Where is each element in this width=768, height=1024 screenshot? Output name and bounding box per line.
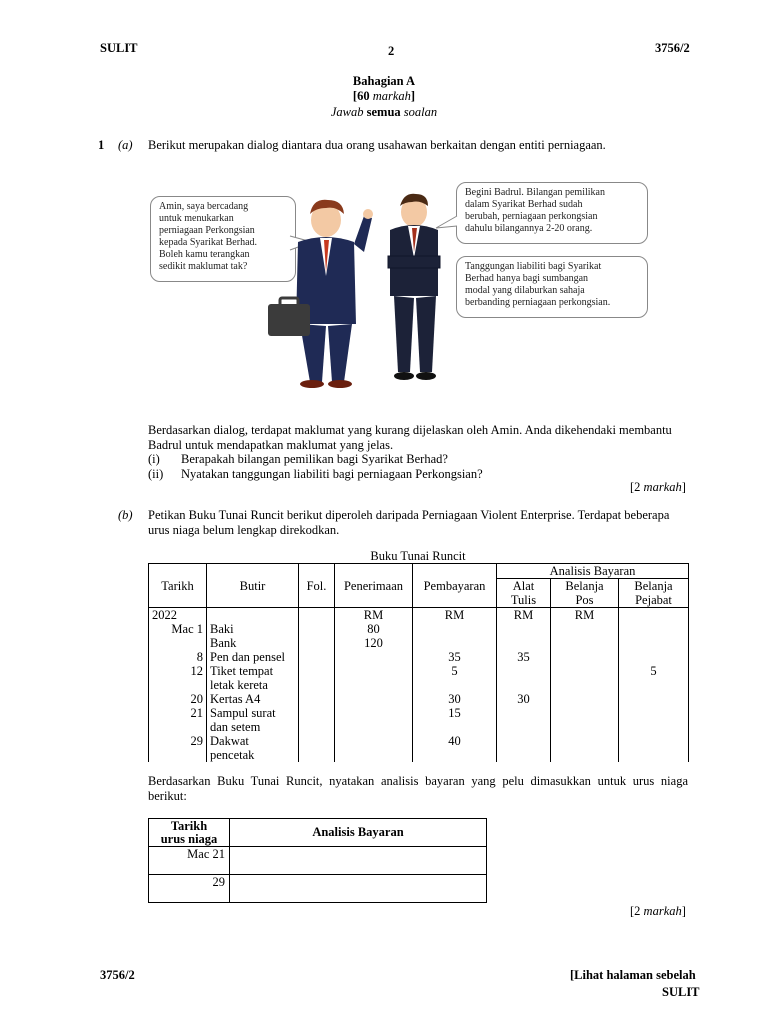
answer-table — [148, 818, 487, 903]
footer-sulit: SULIT — [662, 985, 700, 999]
table-cell — [335, 664, 413, 678]
table-cell — [299, 608, 335, 623]
table-cell — [551, 720, 619, 734]
col-butir: Butir — [207, 564, 299, 608]
table-row — [149, 720, 689, 734]
table-cell — [619, 692, 689, 706]
table-cell — [413, 636, 497, 650]
table-cell — [551, 664, 619, 678]
table-row — [149, 692, 689, 706]
q1b-instruction: Berdasarkan Buku Tunai Runcit, nyatakan analisis bayaran yang pelu dimasukkan untuk urus niaga berikut: — [148, 774, 688, 803]
table-cell — [619, 678, 689, 692]
section-instruction: Jawab semua soalan — [330, 105, 438, 119]
table-cell: RM — [413, 608, 497, 623]
table-cell: 20 — [149, 692, 207, 706]
footer-left: 3756/2 — [100, 968, 135, 982]
table-cell — [413, 748, 497, 762]
table-cell — [299, 664, 335, 678]
table-cell: Kertas A4 — [207, 692, 299, 706]
table-cell — [149, 636, 207, 650]
table-cell — [551, 748, 619, 762]
table-cell: 30 — [497, 692, 551, 706]
table-cell: 5 — [413, 664, 497, 678]
table-cell: 2022 — [149, 608, 207, 623]
table-cell — [497, 706, 551, 720]
sub-i-label: (i) — [148, 452, 160, 466]
table-row — [149, 748, 689, 762]
footer-next-page: [Lihat halaman sebelah — [570, 968, 696, 982]
col-alat-tulis: Alat Tulis — [497, 579, 551, 608]
table-cell — [497, 622, 551, 636]
table-cell — [335, 748, 413, 762]
table-cell: 120 — [335, 636, 413, 650]
answer-cell[interactable] — [230, 875, 487, 903]
ans-row-date: Mac 21 — [149, 847, 230, 875]
table-cell — [299, 748, 335, 762]
table-cell — [299, 734, 335, 748]
col-analisis: Analisis Bayaran — [497, 564, 689, 579]
part-a-label: (a) — [118, 138, 133, 152]
table-cell: dan setem — [207, 720, 299, 734]
table-cell — [335, 706, 413, 720]
table-cell: letak kereta — [207, 678, 299, 692]
table-cell — [551, 678, 619, 692]
table-cell — [497, 678, 551, 692]
table-cell: 29 — [149, 734, 207, 748]
table-cell — [149, 720, 207, 734]
table-cell — [551, 636, 619, 650]
q1a-intro: Berikut merupakan dialog diantara dua orang usahawan berkaitan dengan entiti perniagaan. — [148, 138, 606, 152]
ans-col-analisis: Analisis Bayaran — [230, 819, 487, 847]
speech-bubble-right-top: Begini Badrul. Bilangan pemilikan dalam Syarikat Berhad sudah berubah, perniagaan perkongsian dahulu bilangannya 2-20 orang. — [456, 182, 648, 244]
table-cell — [551, 622, 619, 636]
part-b-label: (b) — [118, 508, 133, 522]
page-number: 2 — [388, 44, 395, 58]
businessmen-figures — [150, 176, 650, 398]
table-row — [149, 664, 689, 678]
table-cell — [335, 734, 413, 748]
table-cell: 15 — [413, 706, 497, 720]
table-cell — [619, 650, 689, 664]
table-row — [149, 734, 689, 748]
table-cell: Dakwat — [207, 734, 299, 748]
table-cell — [497, 664, 551, 678]
table-cell: 12 — [149, 664, 207, 678]
table-cell — [619, 608, 689, 623]
table-cell — [299, 706, 335, 720]
answer-cell[interactable] — [230, 847, 487, 875]
table-cell: RM — [497, 608, 551, 623]
table-cell — [335, 678, 413, 692]
table-cell: RM — [335, 608, 413, 623]
table-cell: 5 — [619, 664, 689, 678]
table-title: Buku Tunai Runcit — [370, 549, 466, 563]
table-cell — [497, 734, 551, 748]
table-cell: Tiket tempat — [207, 664, 299, 678]
table-cell — [299, 636, 335, 650]
col-pembayaran: Pembayaran — [413, 564, 497, 608]
table-cell — [551, 734, 619, 748]
table-row — [149, 650, 689, 664]
table-row — [149, 678, 689, 692]
table-cell — [619, 706, 689, 720]
man-left-icon — [268, 200, 373, 388]
speech-bubble-right-bottom: Tanggungan liabiliti bagi Syarikat Berhad hanya bagi sumbangan modal yang dilaburkan sahaja berbanding perniagaan perkongsian. — [456, 256, 648, 318]
table-cell: 35 — [497, 650, 551, 664]
dialog-illustration — [150, 176, 650, 398]
sub-i-text: Berapakah bilangan pemilikan bagi Syarikat Berhad? — [181, 452, 448, 466]
table-row — [149, 608, 689, 623]
table-cell — [335, 720, 413, 734]
table-cell — [619, 636, 689, 650]
table-cell — [299, 650, 335, 664]
table-cell — [551, 692, 619, 706]
table-cell: RM — [551, 608, 619, 623]
col-fol: Fol. — [299, 564, 335, 608]
table-cell — [497, 636, 551, 650]
table-cell: 35 — [413, 650, 497, 664]
man-right-icon — [388, 194, 440, 380]
col-belanja-pejabat: Belanja Pejabat — [619, 579, 689, 608]
table-cell — [299, 720, 335, 734]
table-cell: 21 — [149, 706, 207, 720]
header-right: 3756/2 — [655, 41, 690, 55]
table-cell — [413, 720, 497, 734]
table-cell — [619, 622, 689, 636]
table-cell: Mac 1 — [149, 622, 207, 636]
table-cell: pencetak — [207, 748, 299, 762]
petty-cash-table — [148, 563, 689, 762]
col-tarikh: Tarikh — [149, 564, 207, 608]
table-cell — [335, 650, 413, 664]
table-cell — [497, 720, 551, 734]
speech-bubble-left: Amin, saya bercadang untuk menukarkan perniagaan Perkongsian kepada Syarikat Berhad. Boleh kamu terangkan sedikit maklumat tak? — [150, 196, 296, 282]
table-cell — [299, 692, 335, 706]
sub-ii-label: (ii) — [148, 467, 164, 481]
question-number: 1 — [98, 138, 105, 152]
q1b-paragraph: Petikan Buku Tunai Runcit berikut diperoleh daripada Perniagaan Violent Enterprise. Terdapat beberapa urus niaga belum lengkap direkodkan. — [148, 508, 670, 537]
table-cell — [299, 622, 335, 636]
table-cell: Baki — [207, 622, 299, 636]
col-penerimaan: Penerimaan — [335, 564, 413, 608]
marks-a: [2 markah] — [630, 480, 686, 494]
table-cell — [149, 678, 207, 692]
table-cell — [413, 678, 497, 692]
table-row — [149, 622, 689, 636]
section-marks: [60 markah] — [352, 89, 416, 103]
table-cell — [335, 692, 413, 706]
petty-cash-body — [149, 608, 689, 763]
table-cell — [619, 734, 689, 748]
table-cell: 80 — [335, 622, 413, 636]
table-cell — [299, 678, 335, 692]
col-belanja-pos: Belanja Pos — [551, 579, 619, 608]
table-cell: Sampul surat — [207, 706, 299, 720]
table-cell — [619, 748, 689, 762]
table-cell — [619, 720, 689, 734]
table-cell — [413, 622, 497, 636]
table-cell — [207, 608, 299, 623]
q1a-paragraph: Berdasarkan dialog, terdapat maklumat yang kurang dijelaskan oleh Amin. Anda dikehendaki membantu Badrul untuk mendapatkan maklumat yang jelas. — [148, 423, 672, 452]
ans-col-tarikh: Tarikh urus niaga — [149, 819, 230, 847]
marks-b: [2 markah] — [630, 904, 686, 918]
table-cell — [149, 748, 207, 762]
table-cell: Pen dan pensel — [207, 650, 299, 664]
section-title: Bahagian A — [352, 74, 416, 88]
table-cell — [551, 706, 619, 720]
table-cell: Bank — [207, 636, 299, 650]
header-left: SULIT — [100, 41, 138, 55]
table-cell — [551, 650, 619, 664]
table-cell: 30 — [413, 692, 497, 706]
table-cell: 40 — [413, 734, 497, 748]
table-row — [149, 706, 689, 720]
sub-ii-text: Nyatakan tanggungan liabiliti bagi perniagaan Perkongsian? — [181, 467, 483, 481]
ans-row-date: 29 — [149, 875, 230, 903]
table-cell: 8 — [149, 650, 207, 664]
table-cell — [497, 748, 551, 762]
table-row — [149, 636, 689, 650]
